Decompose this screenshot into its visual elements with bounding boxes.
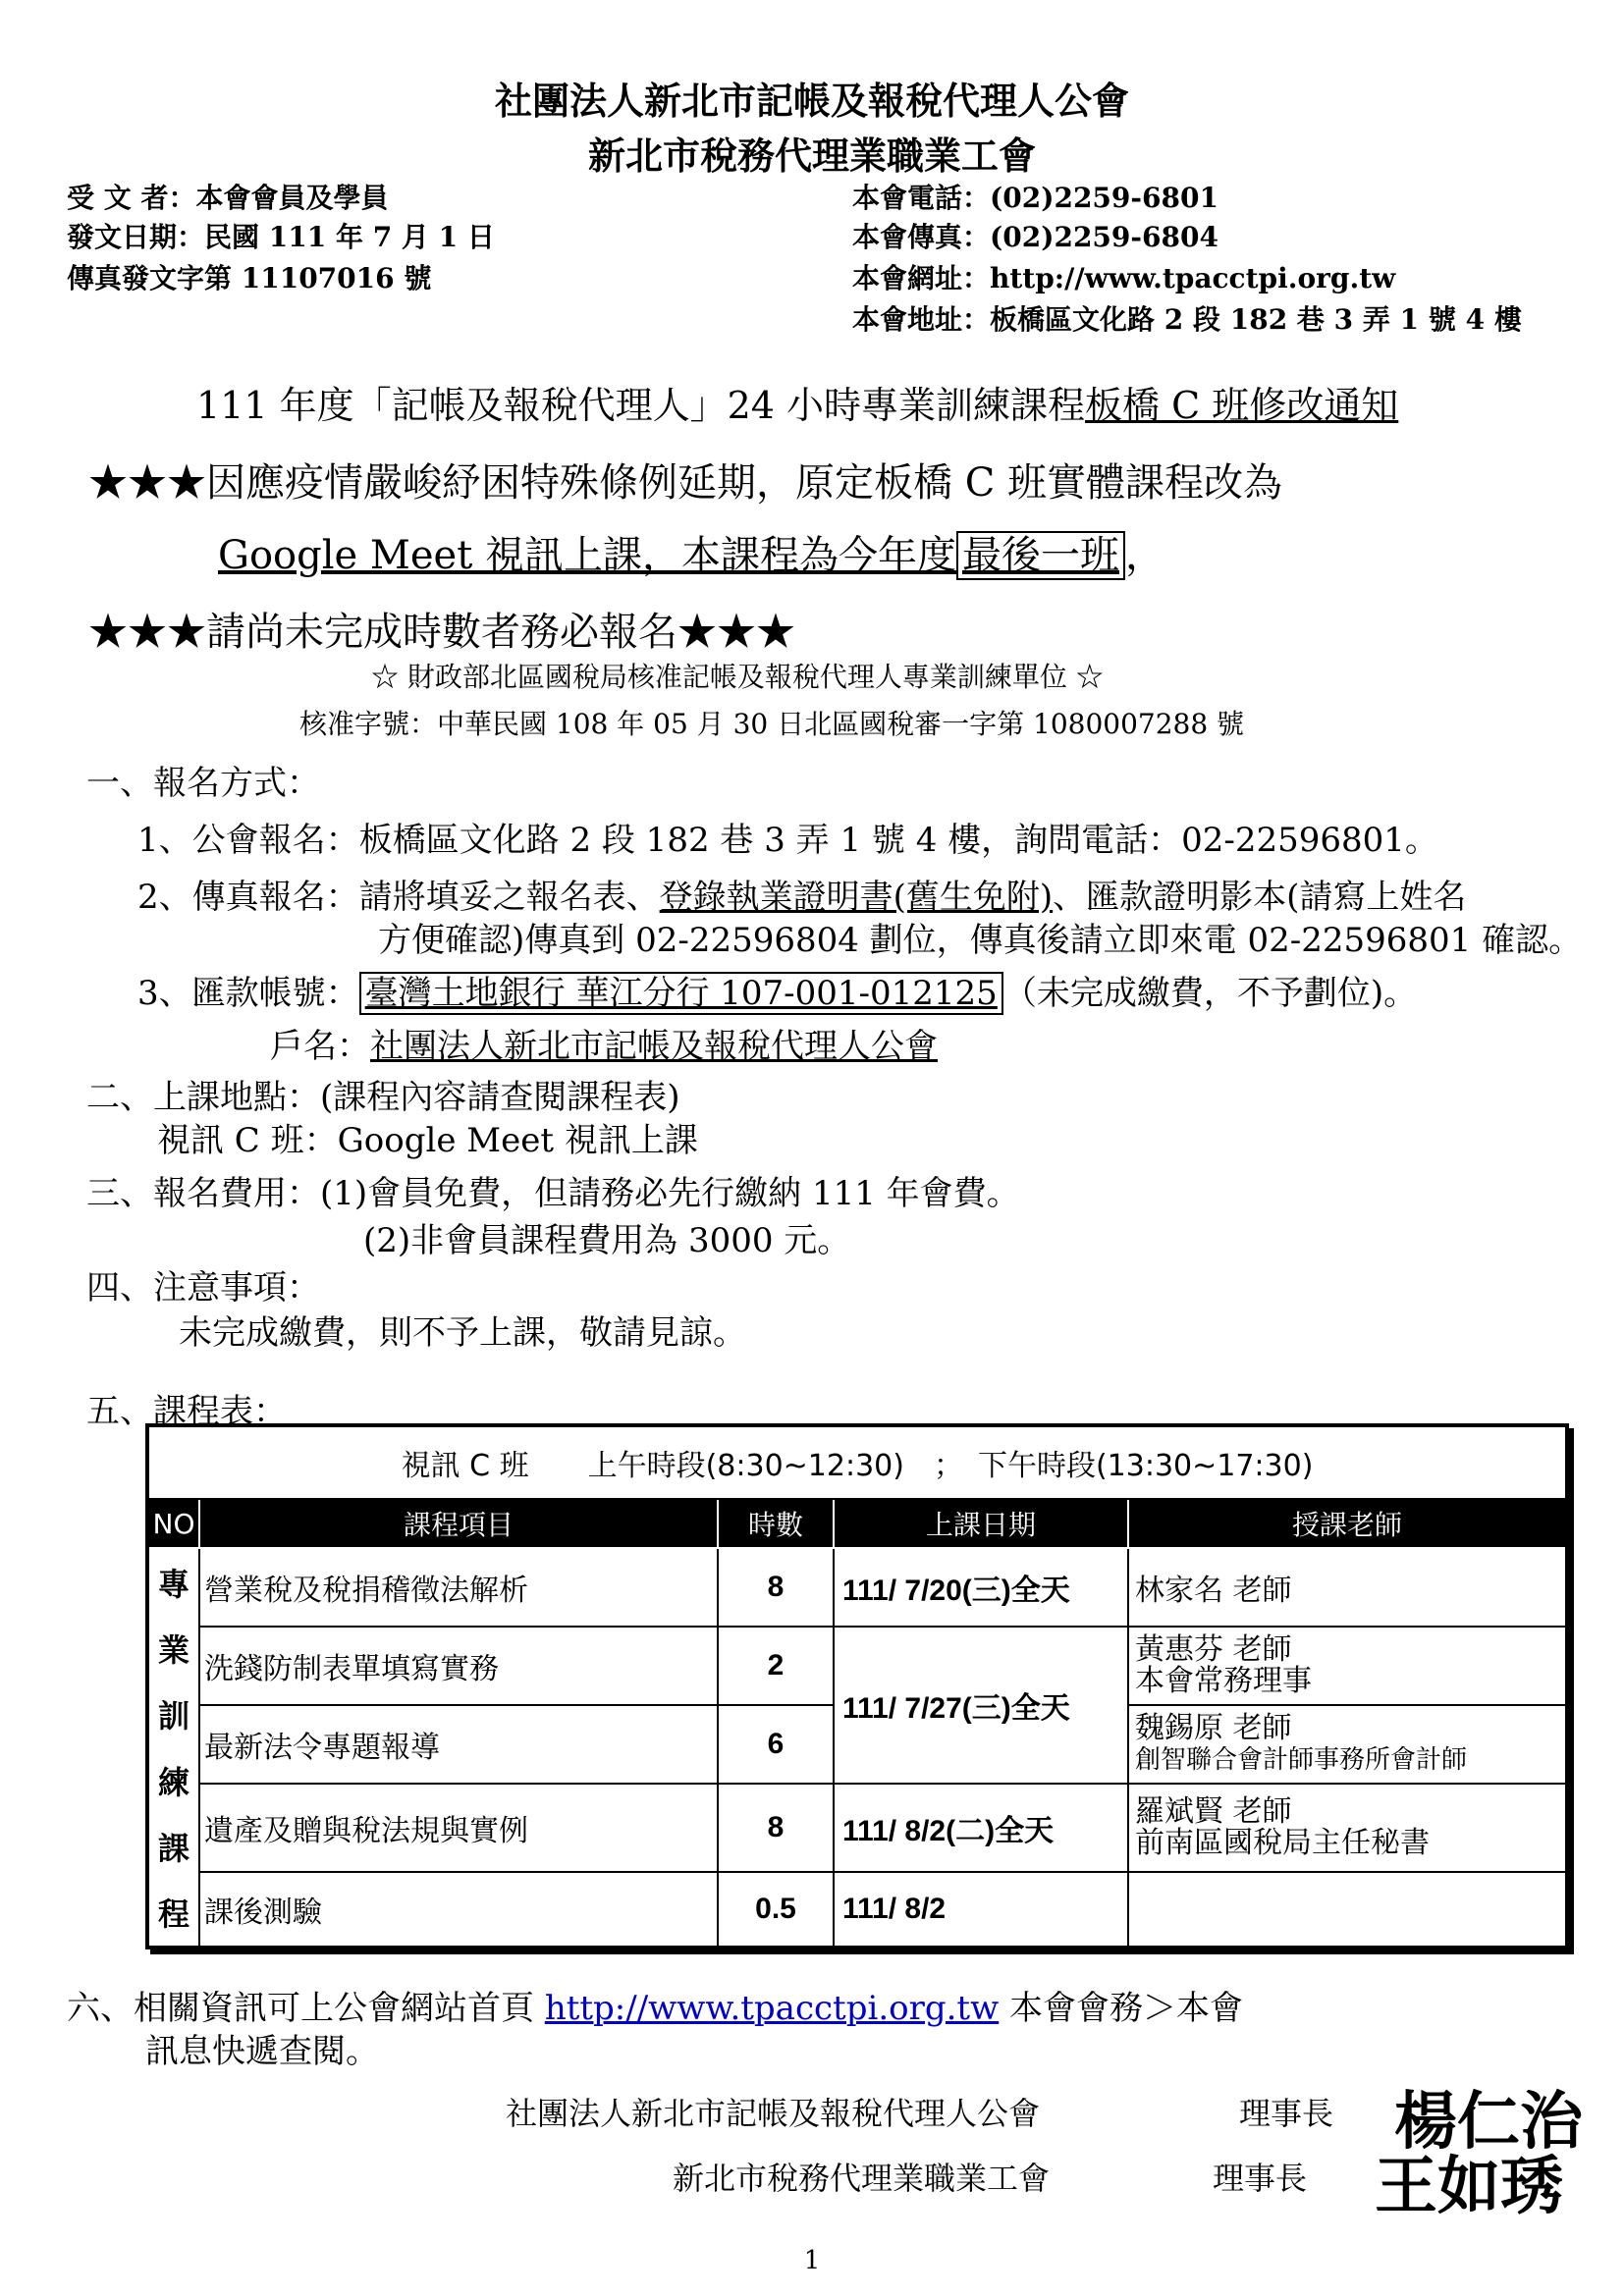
approval-number: 核准字號：中華民國 108 年 05 月 30 日北區國稅審一字第 1080007288 號 [299, 708, 1245, 740]
course-table [145, 1423, 1569, 1949]
course-date: 111/ 7/27(三)全天 [835, 1628, 1129, 1785]
course-hours: 6 [719, 1706, 835, 1785]
account-name-pre: 戶名： [270, 1027, 370, 1066]
category-char: 課 [157, 1829, 189, 1867]
category-char: 業 [157, 1630, 189, 1669]
teacher-title: 本會常務理事 [1135, 1664, 1312, 1698]
signature-org-2: 新北市稅務代理業職業工會 [673, 2160, 1051, 2197]
section-1-item-2-post: 、匯款證明影本(請寫上姓名 [1053, 878, 1467, 917]
course-teacher [1129, 1706, 1565, 1785]
course-item: 洗錢防制表單填寫實務 [200, 1628, 719, 1706]
section-5-heading: 五、課程表： [86, 1392, 287, 1431]
section-6 [67, 1981, 1243, 2029]
fax: 本會傳真：(02)2259-6804 [852, 221, 1218, 253]
section-6-pre: 六、相關資訊可上公會網站首頁 [67, 1989, 534, 2028]
header-teacher: 授課老師 [1129, 1500, 1565, 1549]
org-name-2: 新北市稅務代理業職業工會 [587, 133, 1036, 178]
phone: 本會電話：(02)2259-6801 [852, 182, 1218, 214]
header-no: NO [149, 1500, 200, 1549]
account-name-underlined: 社團法人新北市記帳及報稅代理人公會 [370, 1027, 938, 1066]
section-1-item-3-post: （未完成繳費，不予劃位)。 [1002, 974, 1418, 1013]
section-1-item-3-pre: 3、匯款帳號： [137, 974, 359, 1013]
website-link[interactable]: http://www.tpacctpi.org.tw [544, 1989, 1000, 2028]
title-underlined: 板橋 C 班修改通知 [1085, 384, 1399, 427]
section-3-heading: 三、報名費用：(1)會員免費，但請務必先行繳納 111 年會費。 [86, 1174, 1020, 1213]
course-item: 課後測驗 [200, 1873, 719, 1946]
last-class-box: 最後一班 [956, 531, 1125, 580]
org-name-1: 社團法人新北市記帳及報稅代理人公會 [494, 79, 1129, 123]
table-caption: 視訊 C 班 上午時段(8:30~12:30) ； 下午時段(13:30~17:30) [149, 1427, 1565, 1500]
section-1-item-3 [137, 966, 1417, 1014]
course-teacher: 林家名 老師 [1129, 1549, 1565, 1628]
page-number: 1 [803, 2246, 821, 2275]
teacher-name: 黃惠芬 老師 [1135, 1632, 1292, 1667]
notice-line-3: ★★★請尚未完成時數者務必報名★★★ [88, 610, 795, 655]
section-1-item-2-pre: 2、傳真報名：請將填妥之報名表、 [137, 878, 660, 917]
category-char: 練 [157, 1763, 189, 1801]
section-2-heading: 二、上課地點：(課程內容請查閱課程表) [86, 1078, 680, 1117]
bank-account-box: 臺灣土地銀行 華江分行 107-001-012125 [359, 972, 1003, 1015]
course-hours: 0.5 [719, 1873, 835, 1946]
section-6-line-2: 訊息快遞查閱。 [145, 2032, 379, 2071]
account-name [270, 1019, 938, 1067]
notice-line-2a: Google Meet 視訊上課，本課程為今年度 [218, 533, 956, 578]
teacher-title: 創智聯合會計師事務所會計師 [1135, 1745, 1468, 1775]
section-1-item-2-line-2: 方便確認)傳真到 02-22596804 劃位，傳真後請立即來電 02-22596801 確認。 [378, 921, 1583, 960]
section-2-item-1: 視訊 C 班：Google Meet 視訊上課 [157, 1121, 698, 1160]
signature-title-1: 理事長 [1239, 2095, 1334, 2132]
teacher-name: 魏錫原 老師 [1135, 1711, 1292, 1745]
title-prefix: 111 年度「記帳及報稅代理人」24 小時專業訓練課程 [196, 384, 1086, 427]
header-date: 上課日期 [835, 1500, 1129, 1549]
signature-name-2: 王如琇 [1375, 2150, 1563, 2223]
course-item: 遺產及贈與稅法規與實例 [200, 1785, 719, 1873]
issue-date: 發文日期：民國 111 年 7 月 1 日 [67, 221, 495, 253]
header-hours: 時數 [719, 1500, 835, 1549]
website: 本會網址：http://www.tpacctpi.org.tw [852, 262, 1396, 294]
section-6-post: 本會會務＞本會 [1009, 1989, 1244, 2028]
section-1-item-1: 1、公會報名：板橋區文化路 2 段 182 巷 3 弄 1 號 4 樓，詢問電話：02-22596801。 [137, 821, 1438, 860]
course-hours: 8 [719, 1549, 835, 1628]
category-char: 程 [157, 1896, 189, 1934]
teacher-name: 羅斌賢 老師 [1135, 1794, 1292, 1829]
recipient: 受 文 者：本會會員及學員 [67, 182, 389, 214]
course-item: 最新法令專題報導 [200, 1706, 719, 1785]
category-cell [149, 1549, 200, 1946]
section-4-heading: 四、注意事項： [86, 1268, 320, 1308]
signature-title-2: 理事長 [1213, 2160, 1308, 2197]
section-1-item-2-underlined: 登錄執業證明書(舊生免附) [659, 878, 1054, 917]
course-hours: 2 [719, 1628, 835, 1706]
header-course: 課程項目 [200, 1500, 719, 1549]
notice-title [196, 375, 1398, 429]
signature-name-1: 楊仁治 [1394, 2085, 1583, 2159]
signature-org-1: 社團法人新北市記帳及報稅代理人公會 [506, 2095, 1041, 2132]
course-teacher [1129, 1873, 1565, 1946]
course-teacher [1129, 1785, 1565, 1873]
course-hours: 8 [719, 1785, 835, 1873]
course-item: 營業稅及稅捐稽徵法解析 [200, 1549, 719, 1628]
section-1-heading: 一、報名方式： [86, 764, 320, 803]
category-char: 專 [157, 1565, 189, 1603]
notice-line-1: ★★★因應疫情嚴峻紓困特殊條例延期，原定板橋 C 班實體課程改為 [88, 460, 1283, 506]
course-teacher [1129, 1628, 1565, 1706]
notice-line-2 [218, 524, 1164, 580]
section-4-item-1: 未完成繳費，則不予上課，敬請見諒。 [179, 1313, 746, 1353]
approval-unit: ☆ 財政部北區國稅局核准記帳及報稅代理人專業訓練單位 ☆ [371, 661, 1104, 693]
address: 本會地址：板橋區文化路 2 段 182 巷 3 弄 1 號 4 樓 [852, 303, 1522, 336]
course-date: 111/ 8/2(二)全天 [835, 1785, 1129, 1873]
section-1-item-2 [137, 870, 1466, 918]
course-date: 111/ 7/20(三)全天 [835, 1549, 1129, 1628]
document-number: 傳真發文字第 11107016 號 [67, 262, 432, 294]
notice-line-2b: ， [1125, 533, 1164, 578]
category-char: 訓 [157, 1697, 189, 1735]
section-3-item-2: (2)非會員課程費用為 3000 元。 [363, 1221, 851, 1260]
course-date: 111/ 8/2 [835, 1873, 1129, 1946]
teacher-title: 前南區國稅局主任秘書 [1135, 1826, 1430, 1860]
